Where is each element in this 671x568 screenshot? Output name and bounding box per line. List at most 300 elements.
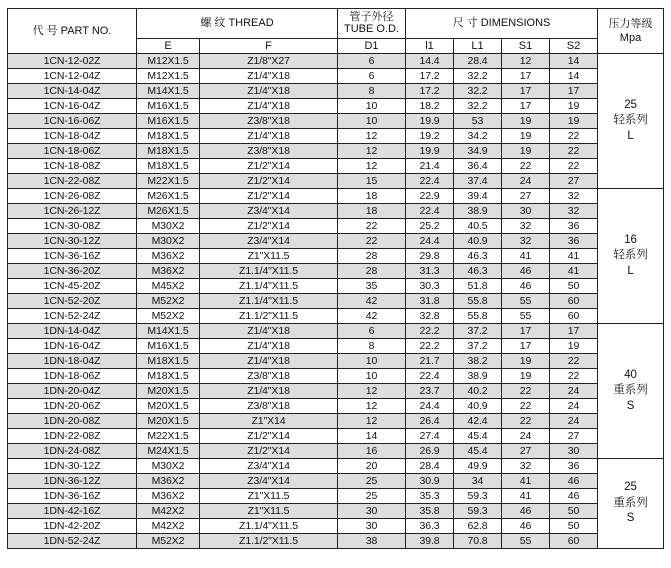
tube-od-cell: 22 — [338, 219, 406, 234]
thread-e-cell: M42X2 — [137, 519, 200, 534]
dim-l1-large-cell: 40.2 — [454, 384, 502, 399]
dim-l1-small-cell: 23.7 — [406, 384, 454, 399]
pressure-group-cell — [598, 54, 664, 189]
header-pressure-cn: 压力等级 — [608, 17, 653, 30]
thread-e-cell: M16X1.5 — [137, 114, 200, 129]
tube-od-cell: 12 — [338, 399, 406, 414]
thread-f-cell: Z3/8"X18 — [200, 114, 338, 129]
header-tube-od — [338, 9, 406, 39]
tube-od-cell: 10 — [338, 369, 406, 384]
dim-s2-cell: 27 — [550, 174, 598, 189]
tube-od-cell: 8 — [338, 339, 406, 354]
dim-s1-cell: 24 — [502, 429, 550, 444]
dim-l1-small-cell: 24.4 — [406, 399, 454, 414]
dim-l1-large-cell: 34.9 — [454, 144, 502, 159]
dim-s2-cell: 14 — [550, 54, 598, 69]
dim-l1-small-cell: 14.4 — [406, 54, 454, 69]
tube-od-cell: 10 — [338, 354, 406, 369]
tube-od-cell: 35 — [338, 279, 406, 294]
dim-l1-small-cell: 27.4 — [406, 429, 454, 444]
tube-od-cell: 30 — [338, 519, 406, 534]
dim-s2-cell: 60 — [550, 294, 598, 309]
dim-l1-large-cell: 28.4 — [454, 54, 502, 69]
tube-od-cell: 18 — [338, 189, 406, 204]
thread-f-cell: Z1/4"X18 — [200, 324, 338, 339]
table-row — [8, 534, 664, 549]
dim-l1-small-cell: 19.9 — [406, 144, 454, 159]
thread-f-cell: Z1/4"X18 — [200, 69, 338, 84]
tube-od-cell: 12 — [338, 159, 406, 174]
dim-l1-small-cell: 28.4 — [406, 459, 454, 474]
dim-s2-cell: 32 — [550, 189, 598, 204]
dim-s2-cell: 36 — [550, 219, 598, 234]
dim-s1-cell: 41 — [502, 249, 550, 264]
dim-l1-small-cell: 29.8 — [406, 249, 454, 264]
cropped-text-fragment-center — [300, 0, 360, 7]
thread-f-cell: Z1/4"X18 — [200, 339, 338, 354]
tube-od-cell: 16 — [338, 444, 406, 459]
thread-e-cell: M26X1.5 — [137, 189, 200, 204]
part-no-cell: 1CN-22-08Z — [8, 174, 137, 189]
table-row — [8, 69, 664, 84]
table-row — [8, 114, 664, 129]
dim-l1-large-cell: 55.8 — [454, 309, 502, 324]
tube-od-cell: 6 — [338, 54, 406, 69]
thread-f-cell: Z3/8"X18 — [200, 399, 338, 414]
part-no-cell: 1CN-18-06Z — [8, 144, 137, 159]
tube-od-cell: 25 — [338, 489, 406, 504]
thread-f-cell: Z1/4"X18 — [200, 99, 338, 114]
pressure-series: 重系列 — [613, 496, 648, 509]
table-row — [8, 354, 664, 369]
dim-l1-large-cell: 38.9 — [454, 204, 502, 219]
dim-l1-large-cell: 45.4 — [454, 444, 502, 459]
thread-e-cell: M18X1.5 — [137, 159, 200, 174]
dim-l1-small-cell: 21.4 — [406, 159, 454, 174]
pressure-group-cell — [598, 189, 664, 324]
dim-l1-small-cell: 22.2 — [406, 324, 454, 339]
dim-l1-large-cell: 46.3 — [454, 264, 502, 279]
part-no-cell: 1CN-12-04Z — [8, 69, 137, 84]
dim-s1-cell: 22 — [502, 384, 550, 399]
header-part-no: 代 号 PART NO. — [8, 9, 137, 54]
part-no-cell: 1DN-22-08Z — [8, 429, 137, 444]
table-row — [8, 249, 664, 264]
table-row — [8, 384, 664, 399]
dim-s2-cell: 22 — [550, 354, 598, 369]
table-row — [8, 474, 664, 489]
tube-od-cell: 10 — [338, 99, 406, 114]
part-no-cell: 1DN-20-04Z — [8, 384, 137, 399]
dim-l1-large-cell: 40.9 — [454, 399, 502, 414]
part-no-cell: 1CN-52-20Z — [8, 294, 137, 309]
dim-l1-large-cell: 32.2 — [454, 69, 502, 84]
part-no-cell: 1DN-30-12Z — [8, 459, 137, 474]
table-row — [8, 429, 664, 444]
thread-e-cell: M30X2 — [137, 219, 200, 234]
dim-s1-cell: 12 — [502, 54, 550, 69]
pressure-value: 16 — [624, 233, 637, 246]
thread-e-cell: M24X1.5 — [137, 444, 200, 459]
thread-f-cell: Z1/4"X18 — [200, 354, 338, 369]
dim-l1-large-cell: 37.4 — [454, 174, 502, 189]
table-row — [8, 54, 664, 69]
thread-e-cell: M45X2 — [137, 279, 200, 294]
dim-l1-large-cell: 45.4 — [454, 429, 502, 444]
table-row — [8, 129, 664, 144]
part-no-cell: 1DN-42-20Z — [8, 519, 137, 534]
table-row — [8, 399, 664, 414]
table-row — [8, 174, 664, 189]
part-no-cell: 1DN-24-08Z — [8, 444, 137, 459]
dim-l1-small-cell: 25.2 — [406, 219, 454, 234]
table-row — [8, 324, 664, 339]
tube-od-cell: 14 — [338, 429, 406, 444]
dim-s1-cell: 46 — [502, 504, 550, 519]
subheader-l1-large: L1 — [454, 39, 502, 54]
table-row — [8, 219, 664, 234]
dim-s2-cell: 46 — [550, 474, 598, 489]
thread-e-cell: M36X2 — [137, 264, 200, 279]
part-no-cell: 1CN-52-24Z — [8, 309, 137, 324]
dim-l1-small-cell: 22.9 — [406, 189, 454, 204]
dim-l1-small-cell: 35.3 — [406, 489, 454, 504]
dim-s2-cell: 17 — [550, 84, 598, 99]
thread-f-cell: Z1.1/2"X11.5 — [200, 309, 338, 324]
dim-l1-small-cell: 26.9 — [406, 444, 454, 459]
part-no-cell: 1DN-14-04Z — [8, 324, 137, 339]
cropped-text-fragment-left — [40, 0, 76, 7]
thread-e-cell: M20X1.5 — [137, 414, 200, 429]
dim-l1-large-cell: 37.2 — [454, 339, 502, 354]
thread-f-cell: Z1.1/4"X11.5 — [200, 294, 338, 309]
tube-od-cell: 18 — [338, 204, 406, 219]
thread-f-cell: Z1/4"X18 — [200, 384, 338, 399]
thread-e-cell: M52X2 — [137, 309, 200, 324]
thread-f-cell: Z1/8"X27 — [200, 54, 338, 69]
dim-l1-large-cell: 70.8 — [454, 534, 502, 549]
thread-e-cell: M30X2 — [137, 234, 200, 249]
dim-l1-large-cell: 42.4 — [454, 414, 502, 429]
dim-l1-small-cell: 22.4 — [406, 174, 454, 189]
tube-od-cell: 42 — [338, 309, 406, 324]
dim-l1-large-cell: 55.8 — [454, 294, 502, 309]
subheader-s1: S1 — [502, 39, 550, 54]
dim-l1-small-cell: 19.2 — [406, 129, 454, 144]
thread-f-cell: Z1/2"X14 — [200, 429, 338, 444]
dim-l1-small-cell: 36.3 — [406, 519, 454, 534]
pressure-series: 轻系列 — [613, 249, 648, 262]
tube-od-cell: 6 — [338, 324, 406, 339]
thread-e-cell: M22X1.5 — [137, 429, 200, 444]
part-no-cell: 1CN-45-20Z — [8, 279, 137, 294]
table-row — [8, 144, 664, 159]
dim-s2-cell: 14 — [550, 69, 598, 84]
part-no-cell: 1DN-20-08Z — [8, 414, 137, 429]
dim-s1-cell: 55 — [502, 309, 550, 324]
dim-s1-cell: 19 — [502, 129, 550, 144]
thread-e-cell: M36X2 — [137, 489, 200, 504]
pressure-value: 25 — [624, 98, 637, 111]
part-no-cell: 1CN-18-04Z — [8, 129, 137, 144]
tube-od-cell: 38 — [338, 534, 406, 549]
thread-e-cell: M12X1.5 — [137, 54, 200, 69]
tube-od-cell: 22 — [338, 234, 406, 249]
dim-l1-small-cell: 31.3 — [406, 264, 454, 279]
tube-od-cell: 25 — [338, 474, 406, 489]
pressure-series-code: S — [626, 399, 635, 412]
part-no-cell: 1CN-12-02Z — [8, 54, 137, 69]
dim-s2-cell: 19 — [550, 114, 598, 129]
table-row — [8, 504, 664, 519]
table-row — [8, 339, 664, 354]
thread-f-cell: Z1.1/4"X11.5 — [200, 264, 338, 279]
dim-s2-cell: 22 — [550, 159, 598, 174]
thread-e-cell: M18X1.5 — [137, 354, 200, 369]
thread-e-cell: M52X2 — [137, 294, 200, 309]
dim-s2-cell: 17 — [550, 324, 598, 339]
thread-f-cell: Z1/2"X14 — [200, 219, 338, 234]
dim-s1-cell: 46 — [502, 279, 550, 294]
tube-od-cell: 12 — [338, 384, 406, 399]
pressure-series-code: L — [627, 264, 634, 277]
header-pressure — [598, 9, 664, 54]
pressure-series: 轻系列 — [613, 114, 648, 127]
thread-e-cell: M36X2 — [137, 474, 200, 489]
table-row — [8, 189, 664, 204]
subheader-f: F — [200, 39, 338, 54]
table-row — [8, 204, 664, 219]
table-body — [8, 54, 664, 549]
part-no-cell: 1DN-36-16Z — [8, 489, 137, 504]
pressure-value: 25 — [624, 481, 637, 494]
dim-s1-cell: 30 — [502, 204, 550, 219]
tube-od-cell: 12 — [338, 144, 406, 159]
part-no-cell: 1CN-36-16Z — [8, 249, 137, 264]
thread-e-cell: M42X2 — [137, 504, 200, 519]
thread-f-cell: Z3/4"X14 — [200, 459, 338, 474]
dim-l1-large-cell: 40.9 — [454, 234, 502, 249]
dim-l1-large-cell: 37.2 — [454, 324, 502, 339]
dim-s2-cell: 50 — [550, 504, 598, 519]
dim-s1-cell: 32 — [502, 459, 550, 474]
subheader-d1: D1 — [338, 39, 406, 54]
thread-e-cell: M16X1.5 — [137, 339, 200, 354]
dim-l1-large-cell: 49.9 — [454, 459, 502, 474]
thread-f-cell: Z1/4"X18 — [200, 129, 338, 144]
dim-s2-cell: 36 — [550, 459, 598, 474]
thread-f-cell: Z1/2"X14 — [200, 189, 338, 204]
table-row — [8, 519, 664, 534]
dim-s2-cell: 41 — [550, 264, 598, 279]
dim-l1-small-cell: 21.7 — [406, 354, 454, 369]
tube-od-cell: 8 — [338, 84, 406, 99]
pressure-group-cell — [598, 459, 664, 549]
part-no-cell: 1CN-14-04Z — [8, 84, 137, 99]
thread-f-cell: Z1/2"X14 — [200, 174, 338, 189]
dim-s1-cell: 55 — [502, 294, 550, 309]
header-dimensions: 尺 寸 DIMENSIONS — [406, 9, 598, 39]
dim-l1-small-cell: 18.2 — [406, 99, 454, 114]
thread-e-cell: M14X1.5 — [137, 84, 200, 99]
dim-s2-cell: 24 — [550, 384, 598, 399]
dim-s1-cell: 32 — [502, 234, 550, 249]
table-row — [8, 84, 664, 99]
dim-s1-cell: 17 — [502, 84, 550, 99]
dim-s1-cell: 17 — [502, 339, 550, 354]
dim-s2-cell: 27 — [550, 429, 598, 444]
tube-od-cell: 10 — [338, 114, 406, 129]
part-no-cell: 1CN-16-06Z — [8, 114, 137, 129]
thread-f-cell: Z1.1/4"X11.5 — [200, 279, 338, 294]
thread-f-cell: Z1"X14 — [200, 414, 338, 429]
table-row — [8, 294, 664, 309]
tube-od-cell: 20 — [338, 459, 406, 474]
thread-e-cell: M18X1.5 — [137, 144, 200, 159]
dim-l1-small-cell: 22.4 — [406, 369, 454, 384]
dim-s2-cell: 24 — [550, 399, 598, 414]
part-no-cell: 1CN-36-20Z — [8, 264, 137, 279]
dim-s2-cell: 60 — [550, 309, 598, 324]
dim-l1-large-cell: 59.3 — [454, 504, 502, 519]
part-no-cell: 1DN-18-06Z — [8, 369, 137, 384]
dim-s2-cell: 24 — [550, 414, 598, 429]
part-no-cell: 1DN-18-04Z — [8, 354, 137, 369]
part-no-cell: 1DN-16-04Z — [8, 339, 137, 354]
dim-l1-small-cell: 31.8 — [406, 294, 454, 309]
part-no-cell: 1CN-26-08Z — [8, 189, 137, 204]
thread-f-cell: Z3/4"X14 — [200, 234, 338, 249]
thread-f-cell: Z1/2"X14 — [200, 444, 338, 459]
thread-e-cell: M22X1.5 — [137, 174, 200, 189]
dim-s1-cell: 19 — [502, 144, 550, 159]
dim-s1-cell: 41 — [502, 489, 550, 504]
dim-l1-large-cell: 32.2 — [454, 99, 502, 114]
dim-s2-cell: 41 — [550, 249, 598, 264]
thread-f-cell: Z1.1/4"X11.5 — [200, 519, 338, 534]
tube-od-cell: 12 — [338, 414, 406, 429]
tube-od-cell: 12 — [338, 129, 406, 144]
dim-l1-small-cell: 26.4 — [406, 414, 454, 429]
thread-e-cell: M20X1.5 — [137, 384, 200, 399]
dim-l1-small-cell: 32.8 — [406, 309, 454, 324]
pressure-series: 重系列 — [613, 384, 648, 397]
header-tube-od-en: TUBE O.D. — [343, 22, 399, 35]
pressure-series-code: L — [627, 129, 634, 142]
part-no-cell: 1DN-42-16Z — [8, 504, 137, 519]
dim-l1-large-cell: 34.2 — [454, 129, 502, 144]
dim-s1-cell: 27 — [502, 189, 550, 204]
dim-s2-cell: 60 — [550, 534, 598, 549]
dim-s1-cell: 19 — [502, 114, 550, 129]
thread-f-cell: Z1"X11.5 — [200, 489, 338, 504]
dim-l1-small-cell: 17.2 — [406, 69, 454, 84]
dim-s1-cell: 22 — [502, 399, 550, 414]
dim-l1-small-cell: 17.2 — [406, 84, 454, 99]
thread-e-cell: M16X1.5 — [137, 99, 200, 114]
part-no-cell: 1CN-26-12Z — [8, 204, 137, 219]
dim-s1-cell: 27 — [502, 444, 550, 459]
dim-l1-large-cell: 38.2 — [454, 354, 502, 369]
dim-s2-cell: 22 — [550, 129, 598, 144]
dim-s1-cell: 22 — [502, 414, 550, 429]
thread-e-cell: M30X2 — [137, 459, 200, 474]
dim-l1-large-cell: 59.3 — [454, 489, 502, 504]
dim-s1-cell: 19 — [502, 369, 550, 384]
tube-od-cell: 28 — [338, 264, 406, 279]
thread-e-cell: M14X1.5 — [137, 324, 200, 339]
table-row — [8, 489, 664, 504]
thread-f-cell: Z1"X11.5 — [200, 249, 338, 264]
header-thread: 螺 纹 THREAD — [137, 9, 338, 39]
dim-s2-cell: 22 — [550, 144, 598, 159]
dim-l1-large-cell: 39.4 — [454, 189, 502, 204]
dim-s1-cell: 46 — [502, 519, 550, 534]
dim-l1-small-cell: 35.8 — [406, 504, 454, 519]
dim-l1-large-cell: 62.8 — [454, 519, 502, 534]
dim-s1-cell: 17 — [502, 324, 550, 339]
dim-l1-large-cell: 34 — [454, 474, 502, 489]
dim-l1-large-cell: 51.8 — [454, 279, 502, 294]
dim-s1-cell: 46 — [502, 264, 550, 279]
table-row — [8, 279, 664, 294]
table-row — [8, 234, 664, 249]
thread-f-cell: Z1/2"X14 — [200, 159, 338, 174]
thread-f-cell: Z1"X11.5 — [200, 504, 338, 519]
tube-od-cell: 42 — [338, 294, 406, 309]
thread-e-cell: M20X1.5 — [137, 399, 200, 414]
pressure-series-code: S — [626, 512, 635, 525]
dim-s1-cell: 22 — [502, 159, 550, 174]
dim-l1-large-cell: 32.2 — [454, 84, 502, 99]
fittings-spec-table — [7, 8, 664, 549]
dim-s1-cell: 17 — [502, 69, 550, 84]
dim-s2-cell: 46 — [550, 489, 598, 504]
dim-l1-small-cell: 22.2 — [406, 339, 454, 354]
thread-f-cell: Z1.1/2"X11.5 — [200, 534, 338, 549]
subheader-l1-small: l1 — [406, 39, 454, 54]
dim-s1-cell: 32 — [502, 219, 550, 234]
part-no-cell: 1DN-52-24Z — [8, 534, 137, 549]
thread-e-cell: M18X1.5 — [137, 129, 200, 144]
tube-od-cell: 6 — [338, 69, 406, 84]
thread-f-cell: Z3/8"X18 — [200, 369, 338, 384]
dim-s1-cell: 17 — [502, 99, 550, 114]
dim-s1-cell: 24 — [502, 174, 550, 189]
part-no-cell: 1CN-30-08Z — [8, 219, 137, 234]
thread-f-cell: Z3/8"X18 — [200, 144, 338, 159]
table-row — [8, 459, 664, 474]
dim-l1-small-cell: 30.3 — [406, 279, 454, 294]
header-tube-od-cn: 管子外径 — [349, 10, 394, 23]
thread-f-cell: Z1/4"X18 — [200, 84, 338, 99]
table-row — [8, 369, 664, 384]
dim-s2-cell: 19 — [550, 99, 598, 114]
dim-l1-large-cell: 40.5 — [454, 219, 502, 234]
dim-s2-cell: 50 — [550, 279, 598, 294]
subheader-s2: S2 — [550, 39, 598, 54]
dim-s1-cell: 55 — [502, 534, 550, 549]
dim-l1-small-cell: 19.9 — [406, 114, 454, 129]
part-no-cell: 1DN-36-12Z — [8, 474, 137, 489]
part-no-cell: 1DN-20-06Z — [8, 399, 137, 414]
table-row — [8, 99, 664, 114]
table-row — [8, 159, 664, 174]
pressure-value: 40 — [624, 368, 637, 381]
part-no-cell: 1CN-18-08Z — [8, 159, 137, 174]
dim-s2-cell: 22 — [550, 369, 598, 384]
tube-od-cell: 30 — [338, 504, 406, 519]
